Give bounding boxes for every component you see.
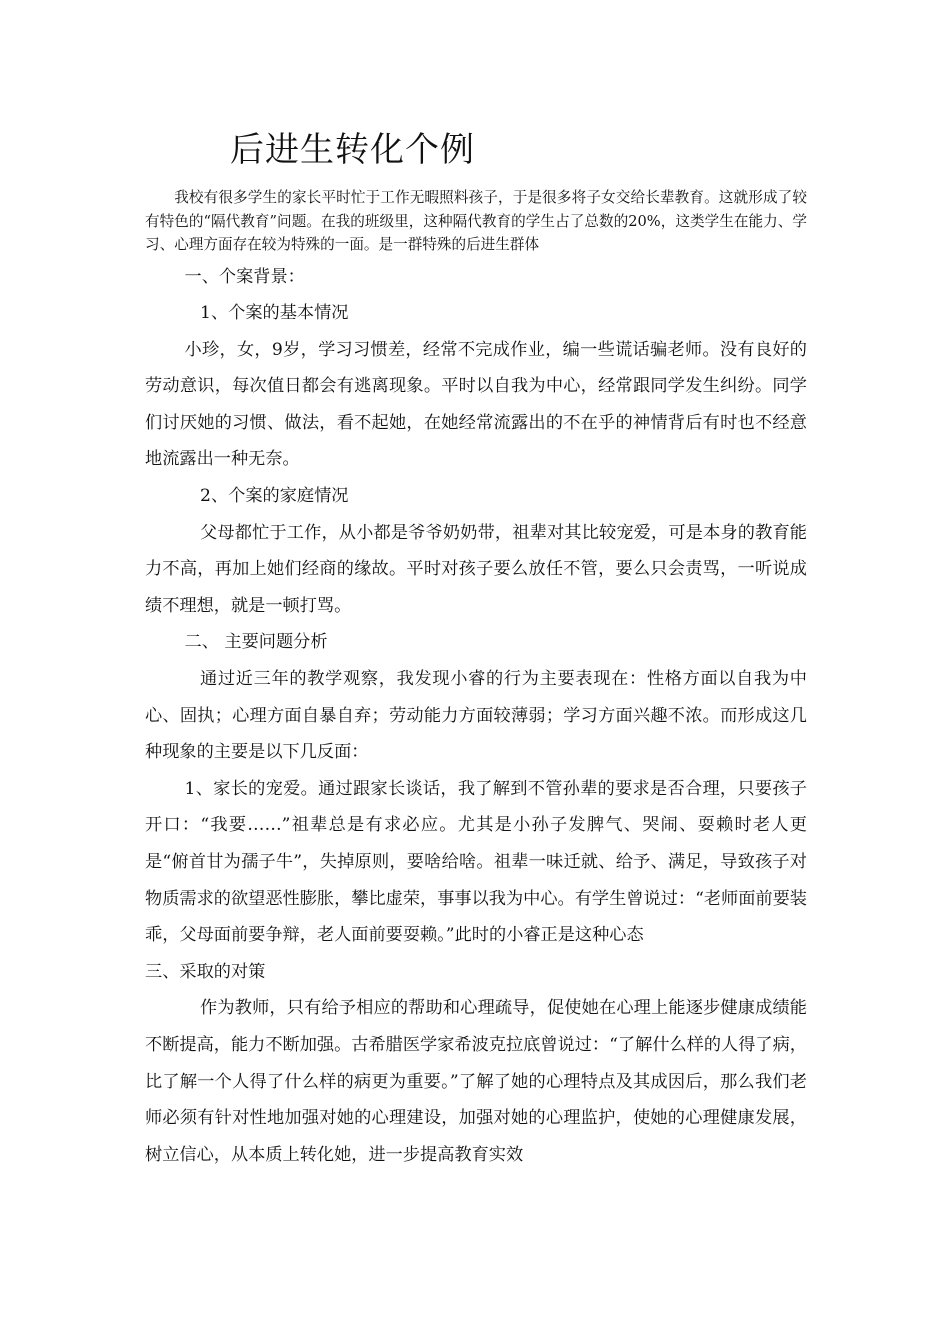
sub2-heading: 2、个案的家庭情况 — [200, 486, 349, 507]
sub1-paragraph: 小珍，女，9岁，学习习惯差，经常不完成作业，编一些谎话骗老师。没有良好的劳动意识，每次值日都会有逃离现象。平时以自我为中心，经常跟同学发生纠纷。同学们讨厌她的习惯、做法，看不起她，在她经常流露出的不在乎的神情背后有时也不经意地流露出一种无奈。 — [145, 339, 807, 470]
sub1-heading: 1、个案的基本情况 — [200, 303, 349, 324]
section2-paragraph: 通过近三年的教学观察，我发现小睿的行为主要表现在：性格方面以自我为中心、固执；心理方面自暴自弃；劳动能力方面较薄弱；学习方面兴趣不浓。而形成这几种现象的主要是以下几反面： — [145, 669, 807, 763]
section1-heading: 一、个案背景： — [184, 266, 305, 287]
intro-paragraph: 我校有很多学生的家长平时忙于工作无暇照料孩子，于是很多将子女交给长辈教育。这就形成了较有特色的“隔代教育”问题。在我的班级里，这种隔代教育的学生占了总数的20%，这类学生在能力、学习、心理方面存在较为特殊的一面。是一群特殊的后进生群体 — [145, 189, 807, 253]
document-body — [145, 126, 807, 1173]
document-title: 后进生转化个例 — [230, 130, 475, 170]
section3-heading: 三、采取的对策 — [145, 961, 266, 982]
sub2-paragraph: 父母都忙于工作，从小都是爷爷奶奶带，祖辈对其比较宠爱，可是本身的教育能力不高，再加上她们经商的缘故。平时对孩子要么放任不管，要么只会责骂，一听说成绩不理想，就是一顿打骂。 — [145, 522, 807, 616]
section2-heading: 二、 主要问题分析 — [184, 632, 328, 653]
section2-point1-paragraph: 1、家长的宠爱。通过跟家长谈话，我了解到不管孙辈的要求是否合理，只要孩子开口：“我要……”祖辈总是有求必应。尤其是小孙子发脾气、哭闹、耍赖时老人更是“俯首甘为孺子牛”，失掉原则，要啥给啥。祖辈一味迁就、给予、满足，导致孩子对物质需求的欲望恶性膨胀，攀比虚荣，事事以我为中心。有学生曾说过：“老师面前要装乖，父母面前要争辩，老人面前要耍赖。”此时的小睿正是这种心态 — [145, 778, 807, 946]
section3-paragraph: 作为教师，只有给予相应的帮助和心理疏导，促使她在心理上能逐步健康成绩能不断提高，能力不断加强。古希腊医学家希波克拉底曾说过：“了解什么样的人得了病，比了解一个人得了什么样的病更为重要。”了解了她的心理特点及其成因后，那么我们老师必须有针对性地加强对她的心理建设，加强对她的心理监护，使她的心理健康发展，树立信心，从本质上转化她，进一步提高教育实效 — [145, 998, 807, 1165]
